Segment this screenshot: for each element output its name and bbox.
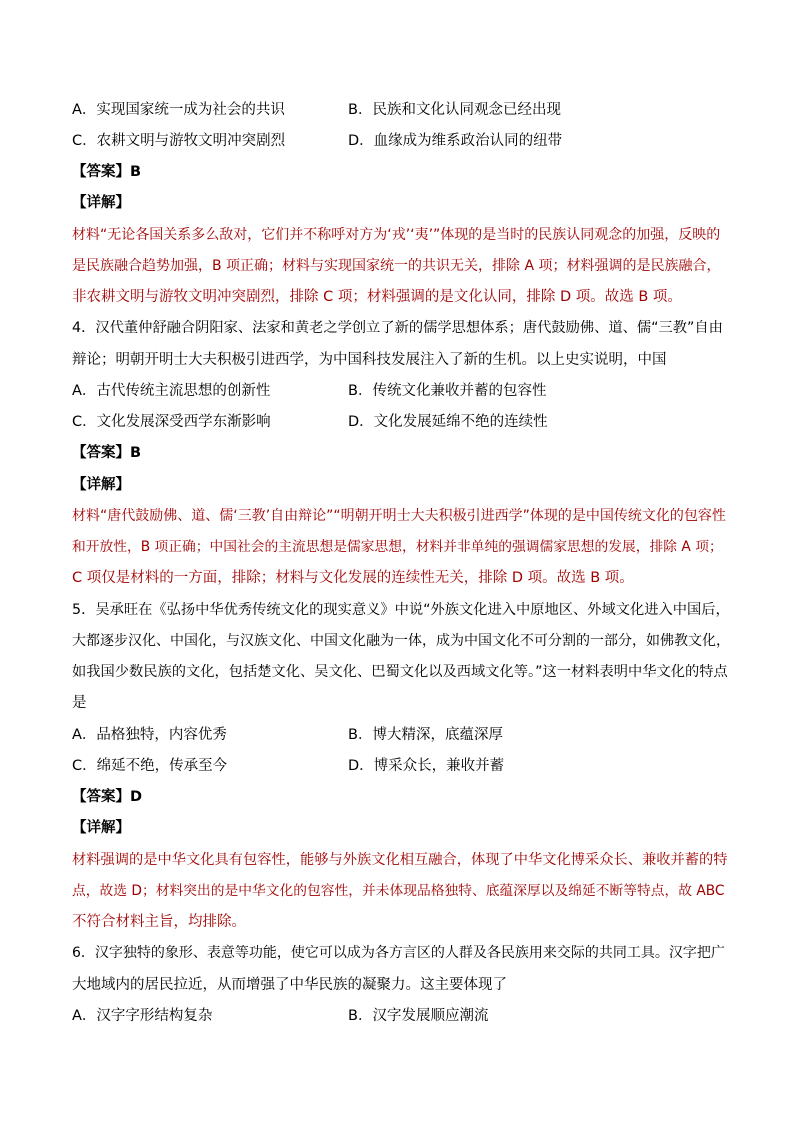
q6-stem-line-2: 大地域内的居民拉近，从而增强了中华民族的凝聚力。这主要体现了 bbox=[72, 977, 507, 993]
q5-stem-line-4: 是 bbox=[72, 695, 87, 711]
q3-option-a: A．实现国家统一成为社会的共识 bbox=[72, 102, 285, 118]
q4-detail-label: 【详解】 bbox=[72, 477, 130, 493]
q5-option-a: A．品格独特，内容优秀 bbox=[72, 727, 227, 743]
q5-option-d: D．博采众长，兼收并蓄 bbox=[348, 758, 505, 774]
q3-option-c: C．农耕文明与游牧文明冲突剧烈 bbox=[72, 133, 286, 149]
q5-analysis-line-2: 点，故选 D；材料突出的是中华文化的包容性，并未体现品格独特、底蕴深厚以及绵延不断等特点，故 ABC bbox=[72, 883, 725, 899]
q3-analysis-line-1: 材料“无论各国关系多么敌对，它们并不称呼对方为‘戎’‘夷’”体现的是当时的民族认同观念的加强，反映的 bbox=[72, 227, 721, 243]
q5-stem-line-3: 如我国少数民族的文化，包括楚文化、吴文化、巴蜀文化以及西域文化等。”这一材料表明中华文化的特点 bbox=[72, 664, 728, 680]
q4-analysis-line-3: C 项仅是材料的一方面，排除；材料与文化发展的连续性无关，排除 D 项。故选 B 项。 bbox=[72, 570, 634, 586]
q6-option-a: A．汉字字形结构复杂 bbox=[72, 1008, 213, 1024]
q6-option-b: B．汉字发展顺应潮流 bbox=[348, 1008, 489, 1024]
q3-option-d: D．血缘成为维系政治认同的纽带 bbox=[348, 133, 563, 149]
q4-option-a: A．古代传统主流思想的创新性 bbox=[72, 383, 271, 399]
q5-option-b: B．博大精深，底蕴深厚 bbox=[348, 727, 503, 743]
q4-analysis-line-1: 材料“唐代鼓励佛、道、儒‘三教’自由辩论”“明朝开明士大夫积极引进西学”体现的是中国传统文化的包容性 bbox=[72, 508, 726, 524]
q5-answer: 【答案】D bbox=[72, 789, 143, 805]
q3-answer: 【答案】B bbox=[72, 164, 142, 180]
q4-stem-line-2: 辩论；明朝开明士大夫积极引进西学，为中国科技发展注入了新的生机。以上史实说明，中国 bbox=[72, 352, 667, 368]
q5-analysis-line-1: 材料强调的是中华文化具有包容性，能够与外族文化相互融合，体现了中华文化博采众长、兼收并蓄的特 bbox=[72, 852, 728, 868]
q5-stem-line-2: 大都逐步汉化、中国化，与汉族文化、中国文化融为一体，成为中国文化不可分割的一部分，如佛教文化， bbox=[72, 633, 730, 649]
q4-analysis-line-2: 和开放性，B 项正确；中国社会的主流思想是儒家思想，材料并非单纯的强调儒家思想的发展，排除 A 项； bbox=[72, 539, 723, 555]
q5-detail-label: 【详解】 bbox=[72, 820, 130, 836]
q4-option-c: C．文化发展深受西学东渐影响 bbox=[72, 414, 271, 430]
q3-analysis-line-3: 非农耕文明与游牧文明冲突剧烈，排除 C 项；材料强调的是文化认同，排除 D 项。故选 B 项。 bbox=[72, 289, 682, 305]
q5-analysis-line-3: 不符合材料主旨，均排除。 bbox=[72, 914, 246, 930]
q5-option-c: C．绵延不绝，传承至今 bbox=[72, 758, 228, 774]
q4-stem-line-1: 4．汉代董仲舒融合阴阳家、法家和黄老之学创立了新的儒学思想体系；唐代鼓励佛、道、儒“三教”自由 bbox=[72, 320, 723, 336]
q3-detail-label: 【详解】 bbox=[72, 195, 130, 211]
q6-stem-line-1: 6．汉字独特的象形、表意等功能，使它可以成为各方言区的人群及各民族用来交际的共同工具。汉字把广 bbox=[72, 945, 725, 961]
q3-option-b: B．民族和文化认同观念已经出现 bbox=[348, 102, 561, 118]
q3-analysis-line-2: 是民族融合趋势加强，B 项正确；材料与实现国家统一的共识无关，排除 A 项；材料强调的是民族融合， bbox=[72, 258, 721, 274]
q4-option-d: D．文化发展延绵不绝的连续性 bbox=[348, 414, 548, 430]
q4-option-b: B．传统文化兼收并蓄的包容性 bbox=[348, 383, 547, 399]
q5-stem-line-1: 5．吴承旺在《弘扬中华优秀传统文化的现实意义》中说“外族文化进入中原地区、外域文化进入中国后， bbox=[72, 602, 730, 618]
q4-answer: 【答案】B bbox=[72, 445, 142, 461]
